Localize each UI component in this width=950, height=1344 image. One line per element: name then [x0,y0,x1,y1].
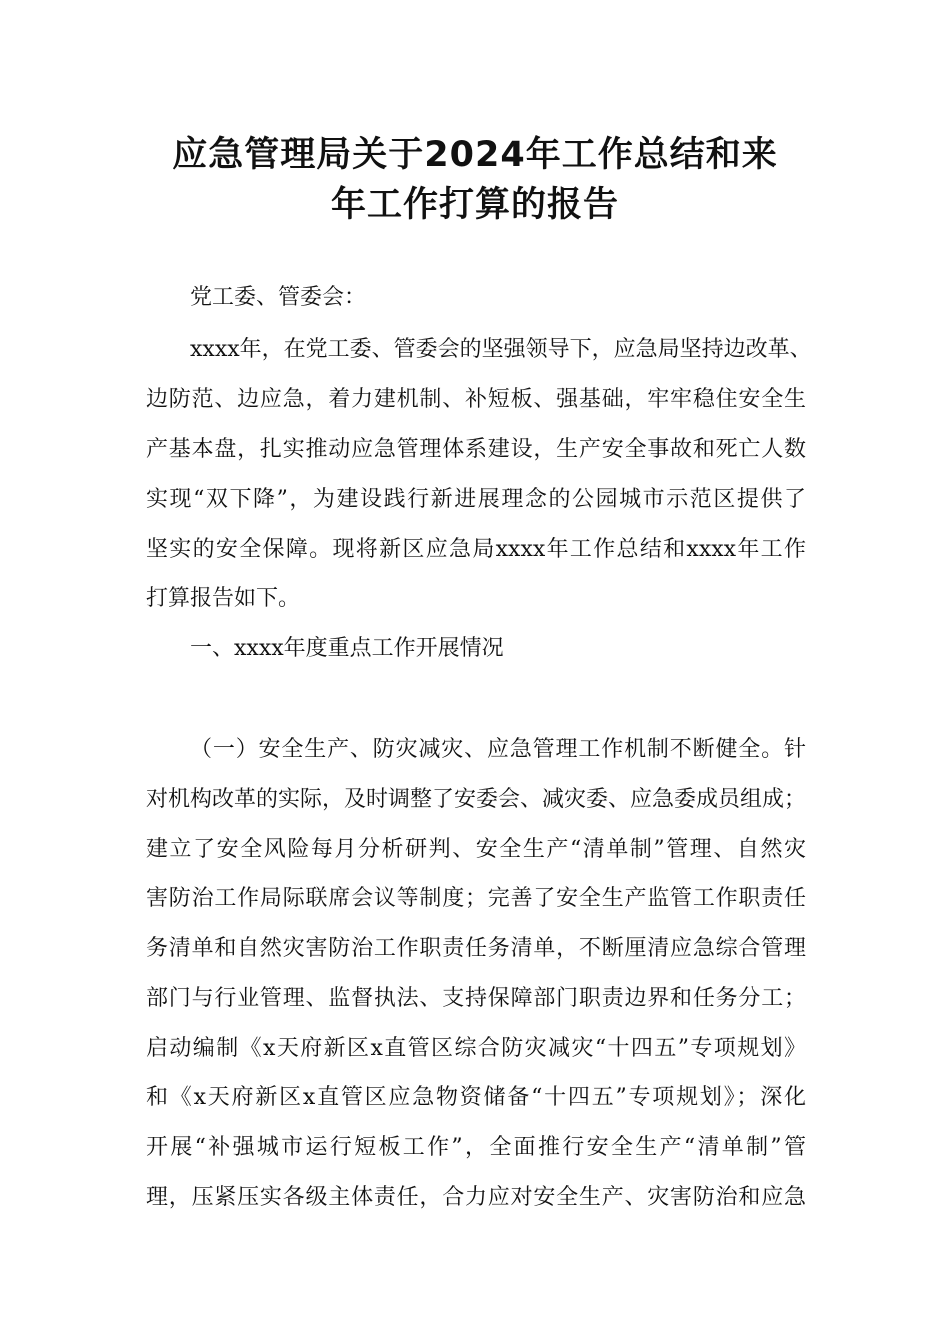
paragraph-line: 部门与行业管理、监督执法、支持保障部门职责边界和任务分工； [146,986,806,1011]
paragraph-line: 开展“补强城市运行短板工作”，全面推行安全生产“清单制”管 [146,1135,806,1160]
paragraph-line: 产基本盘，扎实推动应急管理体系建设，生产安全事故和死亡人数 [146,437,806,462]
document-title-line-2: 年工作打算的报告 [330,185,619,225]
paragraph-line: 建立了安全风险每月分析研判、安全生产“清单制”管理、自然灾 [146,837,806,862]
section-heading: 一、xxxx年度重点工作开展情况 [190,636,504,661]
paragraph-line: 启动编制《x天府新区x直管区综合防灾减灾“十四五”专项规划》 [146,1036,806,1061]
paragraph-line: 坚实的安全保障。现将新区应急局xxxx年工作总结和xxxx年工作 [146,537,806,562]
paragraph-line: 理，压紧压实各级主体责任，合力应对安全生产、灾害防治和应急 [146,1185,806,1210]
paragraph-line: 打算报告如下。 [146,586,301,611]
salutation: 党工委、管委会： [190,285,367,310]
paragraph-line: 边防范、边应急，着力建机制、补短板、强基础，牢牢稳住安全生 [146,387,806,412]
document-title-line-1: 应急管理局关于2024年工作总结和来 [172,135,778,175]
paragraph-line: 和《x天府新区x直管区应急物资储备“十四五”专项规划》；深化 [146,1085,806,1110]
paragraph-line: xxxx年，在党工委、管委会的坚强领导下，应急局坚持边改革、 [190,337,812,362]
paragraph-line: 务清单和自然灾害防治工作职责任务清单，不断厘清应急综合管理 [146,936,806,961]
paragraph-line: 实现“双下降”，为建设践行新进展理念的公园城市示范区提供了 [146,487,806,512]
paragraph-line: （一）安全生产、防灾减灾、应急管理工作机制不断健全。针 [190,737,806,762]
paragraph-line: 对机构改革的实际，及时调整了安委会、减灾委、应急委成员组成； [146,787,807,812]
paragraph-line: 害防治工作局际联席会议等制度；完善了安全生产监管工作职责任 [146,886,806,911]
